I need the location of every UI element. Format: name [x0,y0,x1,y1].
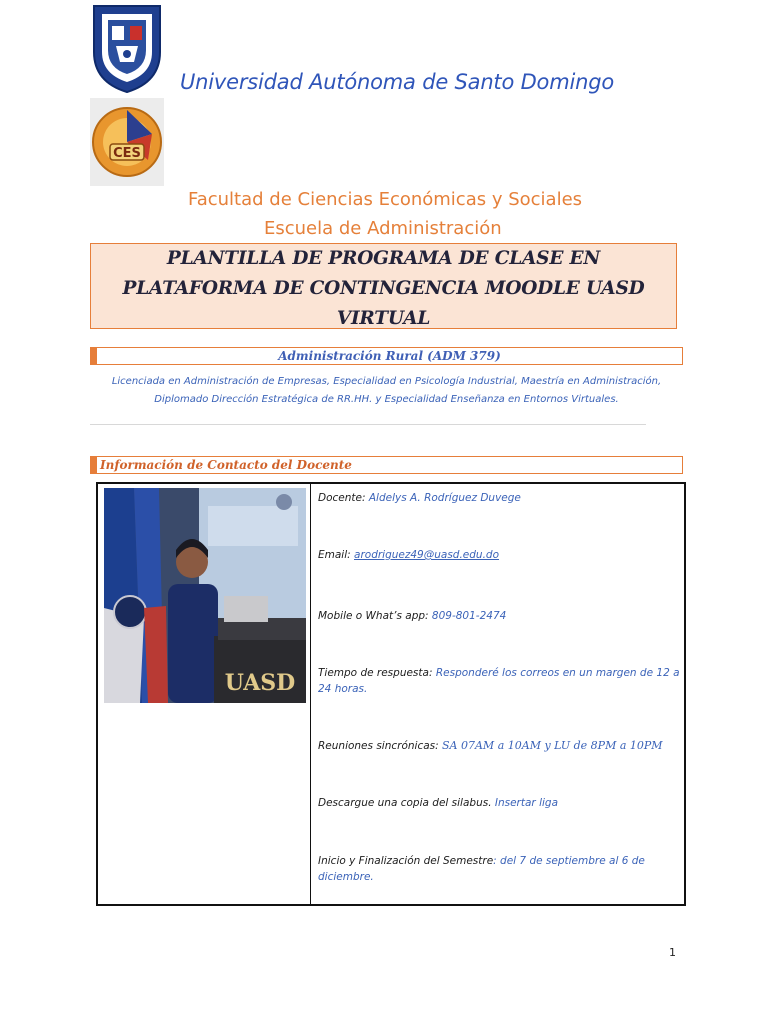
row-tiempo-respuesta [318,665,680,697]
separator-line [90,424,646,425]
template-title-line-1: PLANTILLA DE PROGRAMA DE CLASE EN [166,248,601,269]
docente-value: Aldelys A. Rodríguez Duvege [368,492,521,504]
semestre-value: : del 7 de septiembre al 6 de diciembre. [318,855,645,883]
silabus-label: Descargue una copia del silabus. [318,797,495,809]
faculty-name: Facultad de Ciencias Económicas y Sociales [188,189,583,210]
contact-section-title: Información de Contacto del Docente [100,458,352,472]
course-name-bar [90,347,683,365]
teacher-photo [104,488,306,703]
reuniones-value: SA 07AM a 10AM y LU de 8PM a 10PM [442,739,663,752]
email-label: Email: [318,549,355,561]
podium-label: UASD [224,670,296,696]
row-docente [318,490,680,506]
silabus-link[interactable]: Insertar liga [494,797,559,809]
course-name: Administración Rural (ADM 379) [278,349,501,363]
contact-section-header [90,456,683,474]
fces-logo-label: CES [113,146,141,161]
docente-label: Docente: [318,492,369,504]
uasd-logo [90,2,164,94]
tiempo-value: Responderé los correos en un margen de 12 a 24 horas. [318,667,680,695]
mobile-label: Mobile o What’s app: [318,610,432,622]
email-link[interactable]: arodriguez49@uasd.edu.do [354,549,500,561]
fces-logo [90,98,164,186]
row-silabus [318,795,680,811]
mobile-value: 809-801-2474 [431,610,507,622]
row-semestre [318,853,680,885]
university-title: Universidad Autónoma de Santo Domingo [180,70,614,94]
row-mobile [318,608,680,624]
table-divider [310,482,311,906]
teacher-credentials [90,373,683,409]
credentials-line-2: Diplomado Dirección Estratégica de RR.HH. y Especialidad Enseñanza en Entornos Virtuales. [154,394,619,405]
reuniones-label: Reuniones sincrónicas: [318,740,443,752]
page-number: 1 [669,946,676,959]
semestre-label: Inicio y Finalización del Semestre [318,855,494,867]
row-reuniones [318,738,680,754]
template-title-line-3: VIRTUAL [336,308,431,329]
school-name: Escuela de Administración [264,218,502,239]
template-title-box [90,243,677,329]
template-title-line-2: PLATAFORMA DE CONTINGENCIA MOODLE UASD [122,278,645,299]
tiempo-label: Tiempo de respuesta: [318,667,436,679]
row-email [318,547,680,563]
credentials-line-1: Licenciada en Administración de Empresas, Especialidad en Psicología Industrial, Maestría en Administración, [111,376,662,387]
